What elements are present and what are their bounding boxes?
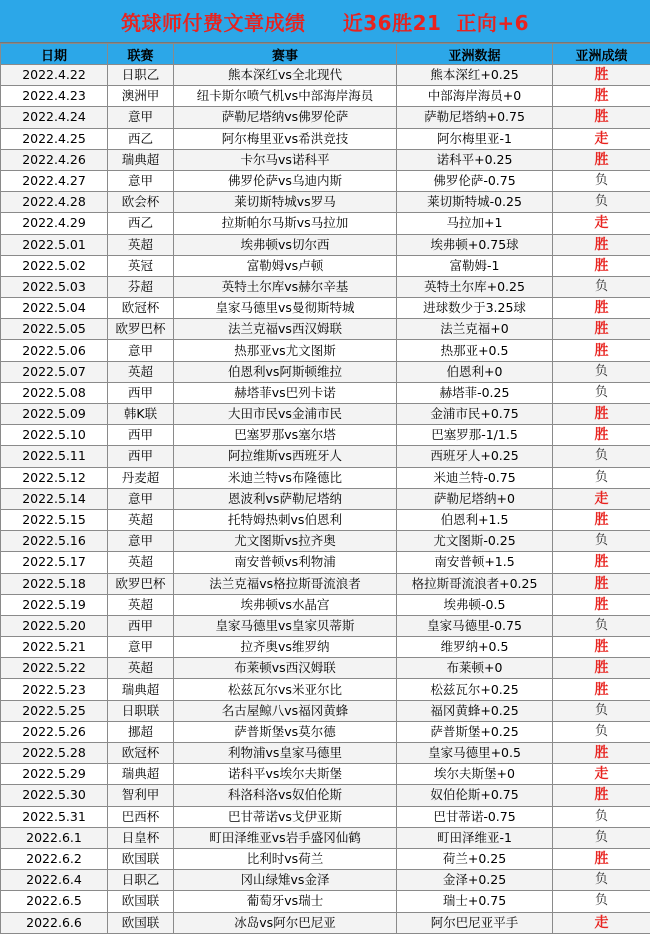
cell-asian-data: 马拉加+1 xyxy=(397,213,553,234)
cell-asian-data: 金泽+0.25 xyxy=(397,870,553,891)
cell-league: 意甲 xyxy=(108,637,174,658)
cell-asian-result: 胜 xyxy=(553,319,650,340)
cell-asian-result: 负 xyxy=(553,361,650,382)
table-row xyxy=(1,615,650,636)
cell-asian-data: 米迪兰特-0.75 xyxy=(397,467,553,488)
cell-league: 欧冠杯 xyxy=(108,298,174,319)
cell-date: 2022.4.27 xyxy=(1,170,108,191)
cell-date: 2022.5.29 xyxy=(1,764,108,785)
cell-match: 巴甘蒂诺vs戈伊亚斯 xyxy=(174,806,397,827)
cell-asian-result: 负 xyxy=(553,806,650,827)
cell-asian-result: 胜 xyxy=(553,552,650,573)
table-row xyxy=(1,361,650,382)
cell-date: 2022.4.26 xyxy=(1,149,108,170)
cell-match: 诺科平vs埃尔夫斯堡 xyxy=(174,764,397,785)
cell-date: 2022.5.14 xyxy=(1,488,108,509)
cell-asian-data: 维罗纳+0.5 xyxy=(397,637,553,658)
cell-date: 2022.6.6 xyxy=(1,912,108,933)
cell-date: 2022.5.21 xyxy=(1,637,108,658)
cell-date: 2022.5.19 xyxy=(1,594,108,615)
cell-date: 2022.4.22 xyxy=(1,65,108,86)
cell-date: 2022.5.31 xyxy=(1,806,108,827)
cell-asian-result: 走 xyxy=(553,213,650,234)
cell-match: 恩波利vs萨勒尼塔纳 xyxy=(174,488,397,509)
table-header xyxy=(1,44,650,65)
cell-match: 葡萄牙vs瑞士 xyxy=(174,891,397,912)
cell-league: 丹麦超 xyxy=(108,467,174,488)
cell-date: 2022.5.30 xyxy=(1,785,108,806)
cell-match: 富勒姆vs卢顿 xyxy=(174,255,397,276)
cell-asian-result: 负 xyxy=(553,827,650,848)
cell-asian-result: 负 xyxy=(553,170,650,191)
cell-asian-data: 萨普斯堡+0.25 xyxy=(397,721,553,742)
cell-date: 2022.6.5 xyxy=(1,891,108,912)
cell-match: 巴塞罗那vs塞尔塔 xyxy=(174,425,397,446)
cell-asian-result: 胜 xyxy=(553,298,650,319)
cell-asian-result: 走 xyxy=(553,764,650,785)
cell-league: 瑞典超 xyxy=(108,764,174,785)
cell-asian-result: 负 xyxy=(553,192,650,213)
cell-asian-data: 松兹瓦尔+0.25 xyxy=(397,679,553,700)
cell-date: 2022.5.28 xyxy=(1,743,108,764)
cell-asian-data: 富勒姆-1 xyxy=(397,255,553,276)
cell-date: 2022.4.29 xyxy=(1,213,108,234)
cell-asian-result: 胜 xyxy=(553,743,650,764)
cell-asian-result: 胜 xyxy=(553,234,650,255)
cell-asian-data: 热那亚+0.5 xyxy=(397,340,553,361)
cell-asian-data: 萨勒尼塔纳+0 xyxy=(397,488,553,509)
table-row xyxy=(1,721,650,742)
table-body xyxy=(1,65,650,934)
cell-match: 伯恩利vs阿斯顿维拉 xyxy=(174,361,397,382)
table-row xyxy=(1,531,650,552)
cell-asian-result: 负 xyxy=(553,891,650,912)
cell-league: 瑞典超 xyxy=(108,149,174,170)
cell-date: 2022.5.12 xyxy=(1,467,108,488)
cell-date: 2022.5.01 xyxy=(1,234,108,255)
cell-league: 欧国联 xyxy=(108,912,174,933)
cell-match: 纽卡斯尔喷气机vs中部海岸海员 xyxy=(174,86,397,107)
cell-match: 皇家马德里vs曼彻斯特城 xyxy=(174,298,397,319)
cell-asian-result: 负 xyxy=(553,615,650,636)
cell-asian-result: 胜 xyxy=(553,848,650,869)
cell-league: 意甲 xyxy=(108,340,174,361)
table-row xyxy=(1,467,650,488)
cell-date: 2022.5.17 xyxy=(1,552,108,573)
cell-league: 意甲 xyxy=(108,531,174,552)
cell-match: 埃弗顿vs水晶宫 xyxy=(174,594,397,615)
cell-league: 英冠 xyxy=(108,255,174,276)
table-row xyxy=(1,340,650,361)
cell-asian-data: 町田泽维亚-1 xyxy=(397,827,553,848)
cell-league: 英超 xyxy=(108,552,174,573)
cell-date: 2022.5.09 xyxy=(1,404,108,425)
cell-asian-result: 负 xyxy=(553,531,650,552)
table-row xyxy=(1,764,650,785)
cell-league: 欧罗巴杯 xyxy=(108,319,174,340)
header-asian-result: 亚洲成绩 xyxy=(553,44,650,65)
cell-asian-data: 尤文图斯-0.25 xyxy=(397,531,553,552)
cell-date: 2022.5.22 xyxy=(1,658,108,679)
cell-match: 佛罗伦萨vs乌迪内斯 xyxy=(174,170,397,191)
table-row xyxy=(1,488,650,509)
cell-asian-result: 胜 xyxy=(553,404,650,425)
cell-match: 科洛科洛vs奴伯伦斯 xyxy=(174,785,397,806)
cell-match: 拉齐奥vs维罗纳 xyxy=(174,637,397,658)
cell-date: 2022.6.2 xyxy=(1,848,108,869)
cell-date: 2022.5.23 xyxy=(1,679,108,700)
cell-match: 赫塔菲vs巴列卡诺 xyxy=(174,382,397,403)
header-asian-data: 亚洲数据 xyxy=(397,44,553,65)
cell-match: 卡尔马vs诺科平 xyxy=(174,149,397,170)
table-row xyxy=(1,552,650,573)
cell-asian-data: 皇家马德里+0.5 xyxy=(397,743,553,764)
cell-asian-result: 胜 xyxy=(553,573,650,594)
cell-asian-data: 奴伯伦斯+0.75 xyxy=(397,785,553,806)
cell-asian-result: 负 xyxy=(553,870,650,891)
cell-date: 2022.5.05 xyxy=(1,319,108,340)
cell-league: 西甲 xyxy=(108,382,174,403)
cell-date: 2022.5.11 xyxy=(1,446,108,467)
cell-asian-data: 熊本深红+0.25 xyxy=(397,65,553,86)
cell-asian-result: 负 xyxy=(553,721,650,742)
cell-date: 2022.5.16 xyxy=(1,531,108,552)
table-row xyxy=(1,192,650,213)
table-row xyxy=(1,107,650,128)
cell-asian-result: 胜 xyxy=(553,107,650,128)
table-row xyxy=(1,679,650,700)
cell-date: 2022.4.23 xyxy=(1,86,108,107)
cell-league: 瑞典超 xyxy=(108,679,174,700)
cell-asian-data: 埃弗顿+0.75球 xyxy=(397,234,553,255)
cell-date: 2022.6.1 xyxy=(1,827,108,848)
cell-asian-result: 走 xyxy=(553,128,650,149)
cell-match: 阿拉维斯vs西班牙人 xyxy=(174,446,397,467)
cell-asian-data: 布莱顿+0 xyxy=(397,658,553,679)
cell-match: 莱切斯特城vs罗马 xyxy=(174,192,397,213)
header-date: 日期 xyxy=(1,44,108,65)
cell-match: 托特姆热刺vs伯恩利 xyxy=(174,509,397,530)
cell-match: 英特土尔库vs赫尔辛基 xyxy=(174,276,397,297)
cell-asian-result: 负 xyxy=(553,700,650,721)
table-row xyxy=(1,86,650,107)
cell-league: 挪超 xyxy=(108,721,174,742)
table-row xyxy=(1,255,650,276)
cell-match: 比利时vs荷兰 xyxy=(174,848,397,869)
cell-match: 名古屋鲸八vs福冈黄蜂 xyxy=(174,700,397,721)
cell-match: 热那亚vs尤文图斯 xyxy=(174,340,397,361)
cell-asian-result: 胜 xyxy=(553,509,650,530)
cell-match: 皇家马德里vs皇家贝蒂斯 xyxy=(174,615,397,636)
table-row xyxy=(1,912,650,933)
cell-asian-data: 中部海岸海员+0 xyxy=(397,86,553,107)
table-row xyxy=(1,658,650,679)
cell-league: 日职联 xyxy=(108,700,174,721)
cell-match: 熊本深红vs全北现代 xyxy=(174,65,397,86)
cell-league: 巴西杯 xyxy=(108,806,174,827)
cell-date: 2022.5.06 xyxy=(1,340,108,361)
table-row xyxy=(1,65,650,86)
cell-date: 2022.5.20 xyxy=(1,615,108,636)
table-row xyxy=(1,382,650,403)
cell-match: 萨普斯堡vs莫尔德 xyxy=(174,721,397,742)
sheet-title: 筑球师付费文章成绩 近36胜21 正向+6 xyxy=(0,0,650,43)
table-row xyxy=(1,827,650,848)
cell-league: 英超 xyxy=(108,509,174,530)
cell-date: 2022.4.28 xyxy=(1,192,108,213)
cell-date: 2022.5.15 xyxy=(1,509,108,530)
cell-asian-result: 胜 xyxy=(553,637,650,658)
table-row xyxy=(1,404,650,425)
cell-asian-data: 瑞士+0.75 xyxy=(397,891,553,912)
cell-asian-result: 负 xyxy=(553,382,650,403)
cell-asian-data: 萨勒尼塔纳+0.75 xyxy=(397,107,553,128)
table-row xyxy=(1,149,650,170)
cell-league: 欧国联 xyxy=(108,848,174,869)
cell-asian-data: 佛罗伦萨-0.75 xyxy=(397,170,553,191)
table-row xyxy=(1,425,650,446)
cell-asian-result: 胜 xyxy=(553,785,650,806)
table-row xyxy=(1,509,650,530)
cell-asian-result: 胜 xyxy=(553,65,650,86)
cell-asian-data: 进球数少于3.25球 xyxy=(397,298,553,319)
table-row xyxy=(1,446,650,467)
table-row xyxy=(1,170,650,191)
cell-date: 2022.4.25 xyxy=(1,128,108,149)
results-table xyxy=(0,43,650,934)
cell-match: 米迪兰特vs布隆德比 xyxy=(174,467,397,488)
cell-asian-data: 阿尔巴尼亚平手 xyxy=(397,912,553,933)
cell-asian-data: 伯恩利+1.5 xyxy=(397,509,553,530)
cell-asian-data: 南安普顿+1.5 xyxy=(397,552,553,573)
cell-league: 欧罗巴杯 xyxy=(108,573,174,594)
cell-asian-result: 负 xyxy=(553,276,650,297)
cell-league: 英超 xyxy=(108,594,174,615)
table-row xyxy=(1,594,650,615)
cell-league: 韩K联 xyxy=(108,404,174,425)
table-row xyxy=(1,298,650,319)
cell-league: 西甲 xyxy=(108,425,174,446)
cell-league: 西甲 xyxy=(108,446,174,467)
cell-match: 法兰克福vs西汉姆联 xyxy=(174,319,397,340)
cell-league: 英超 xyxy=(108,234,174,255)
cell-asian-data: 巴塞罗那-1/1.5 xyxy=(397,425,553,446)
cell-match: 埃弗顿vs切尔西 xyxy=(174,234,397,255)
cell-date: 2022.4.24 xyxy=(1,107,108,128)
cell-match: 冰岛vs阿尔巴尼亚 xyxy=(174,912,397,933)
cell-asian-result: 胜 xyxy=(553,594,650,615)
cell-match: 拉斯帕尔马斯vs马拉加 xyxy=(174,213,397,234)
cell-league: 意甲 xyxy=(108,170,174,191)
cell-league: 英超 xyxy=(108,361,174,382)
cell-date: 2022.5.04 xyxy=(1,298,108,319)
header-league: 联赛 xyxy=(108,44,174,65)
cell-date: 2022.5.25 xyxy=(1,700,108,721)
cell-league: 澳洲甲 xyxy=(108,86,174,107)
cell-date: 2022.6.4 xyxy=(1,870,108,891)
cell-asian-data: 皇家马德里-0.75 xyxy=(397,615,553,636)
cell-date: 2022.5.18 xyxy=(1,573,108,594)
table-row xyxy=(1,213,650,234)
cell-asian-data: 荷兰+0.25 xyxy=(397,848,553,869)
cell-asian-data: 伯恩利+0 xyxy=(397,361,553,382)
cell-date: 2022.5.26 xyxy=(1,721,108,742)
cell-asian-data: 埃弗顿-0.5 xyxy=(397,594,553,615)
cell-league: 西乙 xyxy=(108,128,174,149)
cell-asian-result: 胜 xyxy=(553,679,650,700)
cell-asian-result: 负 xyxy=(553,446,650,467)
table-row xyxy=(1,848,650,869)
cell-match: 町田泽维亚vs岩手盛冈仙鹤 xyxy=(174,827,397,848)
table-row xyxy=(1,743,650,764)
cell-asian-data: 莱切斯特城-0.25 xyxy=(397,192,553,213)
cell-league: 欧国联 xyxy=(108,891,174,912)
cell-asian-result: 走 xyxy=(553,488,650,509)
cell-match: 南安普顿vs利物浦 xyxy=(174,552,397,573)
cell-date: 2022.5.07 xyxy=(1,361,108,382)
cell-asian-result: 胜 xyxy=(553,658,650,679)
cell-league: 意甲 xyxy=(108,488,174,509)
cell-league: 西乙 xyxy=(108,213,174,234)
cell-asian-result: 胜 xyxy=(553,149,650,170)
cell-match: 阿尔梅里亚vs希洪竞技 xyxy=(174,128,397,149)
cell-league: 日职乙 xyxy=(108,870,174,891)
cell-asian-data: 巴甘蒂诺-0.75 xyxy=(397,806,553,827)
table-row xyxy=(1,891,650,912)
table-row xyxy=(1,785,650,806)
cell-asian-result: 负 xyxy=(553,467,650,488)
cell-asian-result: 胜 xyxy=(553,255,650,276)
cell-league: 日职乙 xyxy=(108,65,174,86)
cell-asian-data: 赫塔菲-0.25 xyxy=(397,382,553,403)
table-row xyxy=(1,319,650,340)
cell-asian-data: 法兰克福+0 xyxy=(397,319,553,340)
cell-league: 西甲 xyxy=(108,615,174,636)
table-row xyxy=(1,806,650,827)
table-row xyxy=(1,234,650,255)
table-row xyxy=(1,128,650,149)
cell-match: 法兰克福vs格拉斯哥流浪者 xyxy=(174,573,397,594)
cell-asian-data: 英特土尔库+0.25 xyxy=(397,276,553,297)
cell-asian-data: 西班牙人+0.25 xyxy=(397,446,553,467)
cell-match: 冈山绿雉vs金泽 xyxy=(174,870,397,891)
cell-league: 芬超 xyxy=(108,276,174,297)
cell-asian-data: 阿尔梅里亚-1 xyxy=(397,128,553,149)
header-match: 赛事 xyxy=(174,44,397,65)
table-row xyxy=(1,870,650,891)
cell-league: 日皇杯 xyxy=(108,827,174,848)
cell-league: 欧会杯 xyxy=(108,192,174,213)
cell-match: 利物浦vs皇家马德里 xyxy=(174,743,397,764)
cell-asian-data: 福冈黄蜂+0.25 xyxy=(397,700,553,721)
cell-league: 英超 xyxy=(108,658,174,679)
cell-date: 2022.5.10 xyxy=(1,425,108,446)
cell-match: 松兹瓦尔vs米亚尔比 xyxy=(174,679,397,700)
cell-asian-data: 金浦市民+0.75 xyxy=(397,404,553,425)
cell-match: 大田市民vs金浦市民 xyxy=(174,404,397,425)
cell-asian-result: 胜 xyxy=(553,86,650,107)
cell-asian-result: 胜 xyxy=(553,340,650,361)
cell-asian-result: 胜 xyxy=(553,425,650,446)
cell-league: 欧冠杯 xyxy=(108,743,174,764)
table-row xyxy=(1,276,650,297)
cell-asian-data: 埃尔夫斯堡+0 xyxy=(397,764,553,785)
cell-league: 意甲 xyxy=(108,107,174,128)
cell-match: 萨勒尼塔纳vs佛罗伦萨 xyxy=(174,107,397,128)
cell-asian-result: 走 xyxy=(553,912,650,933)
cell-date: 2022.5.03 xyxy=(1,276,108,297)
cell-asian-data: 格拉斯哥流浪者+0.25 xyxy=(397,573,553,594)
cell-date: 2022.5.02 xyxy=(1,255,108,276)
cell-league: 智利甲 xyxy=(108,785,174,806)
table-row xyxy=(1,573,650,594)
cell-date: 2022.5.08 xyxy=(1,382,108,403)
table-row xyxy=(1,637,650,658)
cell-match: 布莱顿vs西汉姆联 xyxy=(174,658,397,679)
cell-match: 尤文图斯vs拉齐奥 xyxy=(174,531,397,552)
table-row xyxy=(1,700,650,721)
cell-asian-data: 诺科平+0.25 xyxy=(397,149,553,170)
